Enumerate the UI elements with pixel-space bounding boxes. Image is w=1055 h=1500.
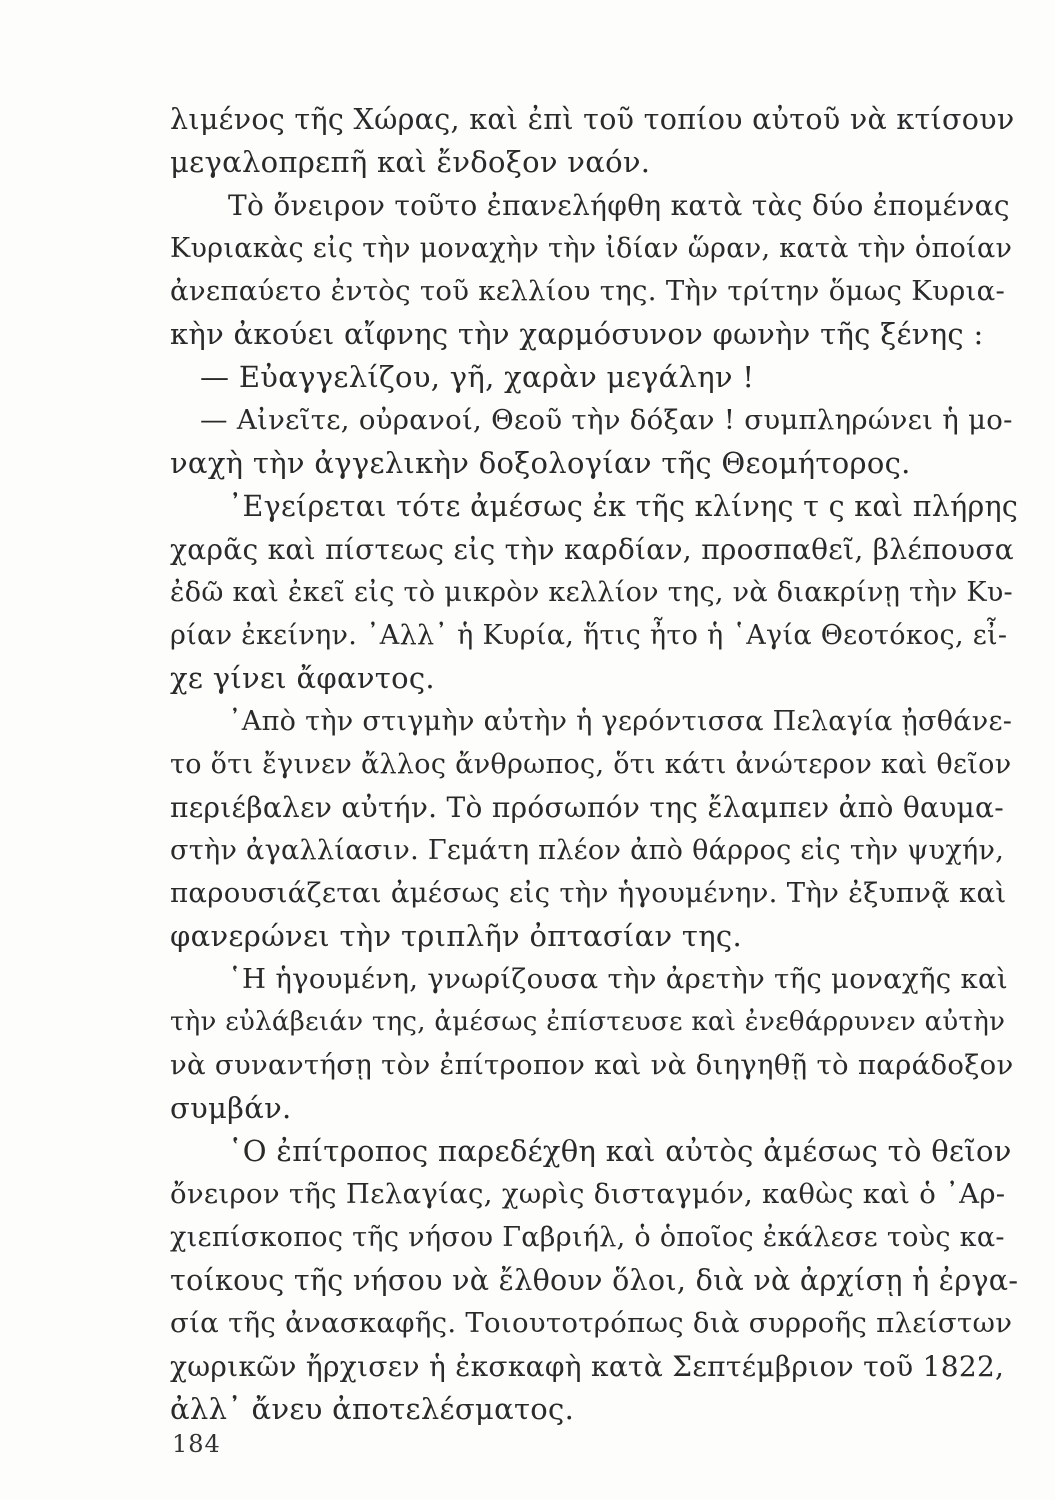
text-line: περιέβαλεν αὐτήν. Τὸ πρόσωπόν της ἔλαμπεν ἀπὸ θαυμα- xyxy=(170,791,1004,824)
text-line: ἀνεπαύετο ἐντὸς τοῦ κελλίου της. Τὴν τρίτην ὅμως Κυρια- xyxy=(170,275,1006,307)
text-line: ναχὴ τὴν ἀγγελικὴν δοξολογίαν τῆς Θεομήτορος. xyxy=(170,446,911,480)
text-line: χιεπίσκοπος τῆς νήσου Γαβριήλ, ὁ ὁποῖος ἐκάλεσε τοὺς κα- xyxy=(170,1222,1005,1253)
text-line: παρουσιάζεται ἀμέσως εἰς τὴν ἡγουμένην. Τὴν ἐξυπνᾷ καὶ xyxy=(170,877,1007,909)
text-line: τὴν εὐλάβειάν της, ἀμέσως ἐπίστευσε καὶ ἐνεθάρρυνεν αὐτὴν xyxy=(170,1007,1006,1037)
text-line: χωρικῶν ἤρχισεν ἡ ἐκσκαφὴ κατὰ Σεπτέμβριον τοῦ 1822, xyxy=(170,1350,1005,1383)
text-line: χε γίνει ἄφαντος. xyxy=(170,661,435,695)
text-line: χαρᾶς καὶ πίστεως εἰς τὴν καρδίαν, προσπαθεῖ, βλέπουσα xyxy=(170,533,1014,566)
text-line: ῾Ο ἐπίτροπος παρεδέχθη καὶ αὐτὸς ἀμέσως τὸ θεῖον xyxy=(228,1134,1012,1168)
text-line: ὄνειρον τῆς Πελαγίας, χωρὶς δισταγμόν, καθὼς καὶ ὁ ᾿Αρ- xyxy=(170,1178,1006,1210)
text-line: το ὅτι ἔγινεν ἄλλος ἄνθρωπος, ὅτι κάτι ἀνώτερον καὶ θεῖον xyxy=(170,749,1012,780)
text-line: τοίκους τῆς νήσου νὰ ἔλθουν ὅλοι, διὰ νὰ ἀρχίσῃ ἡ ἐργα- xyxy=(170,1264,1019,1297)
text-line: στὴν ἀγαλλίασιν. Γεμάτη πλέον ἀπὸ θάρρος εἰς τὴν ψυχήν, xyxy=(170,835,1005,866)
text-line: Κυριακὰς εἰς τὴν μοναχὴν τὴν ἰδίαν ὥραν, κατὰ τὴν ὁποίαν xyxy=(170,233,1013,264)
text-line: λιμένος τῆς Χώρας, καὶ ἐπὶ τοῦ τοπίου αὐτοῦ νὰ κτίσουν xyxy=(170,103,1015,136)
text-line: ῾Η ἡγουμένη, γνωρίζουσα τὴν ἀρετὴν τῆς μοναχῆς καὶ xyxy=(228,963,1008,995)
text-line: ἀλλ᾿ ἄνευ ἀποτελέσματος. xyxy=(170,1392,575,1426)
page-number: 184 xyxy=(172,1430,221,1458)
text-line: φανερώνει τὴν τριπλῆν ὀπτασίαν της. xyxy=(170,919,742,953)
body-text xyxy=(170,98,1018,1431)
text-line: ρίαν ἐκείνην. ᾿Αλλ᾿ ἡ Κυρία, ἥτις ἦτο ἡ ῾Αγία Θεοτόκος, εἶ- xyxy=(170,620,1008,651)
text-line: κὴν ἀκούει αἴφνης τὴν χαρμόσυνον φωνὴν τῆς ξένης : xyxy=(170,317,984,351)
text-line: σία τῆς ἀνασκαφῆς. Τοιουτοτρόπως διὰ συρροῆς πλείστων xyxy=(170,1307,1013,1339)
text-line: μεγαλοπρεπῆ καὶ ἔνδοξον ναόν. xyxy=(170,145,651,179)
text-line: Τὸ ὄνειρον τοῦτο ἐπανελήφθη κατὰ τὰς δύο ἐπομένας xyxy=(228,189,1010,222)
text-line: — Αἰνεῖτε, οὐρανοί, Θεοῦ τὴν δόξαν ! συμπληρώνει ἡ μο- xyxy=(200,404,1013,436)
text-line: — Εὐαγγελίζου, γῆ, χαρὰν μεγάλην ! xyxy=(200,360,755,394)
text-line: ᾿Απὸ τὴν στιγμὴν αὐτὴν ἡ γερόντισσα Πελαγία ᾐσθάνε- xyxy=(228,706,1013,737)
text-line: ἐδῶ καὶ ἐκεῖ εἰς τὸ μικρὸν κελλίον της, νὰ διακρίνῃ τὴν Κυ- xyxy=(170,577,1013,608)
text-line: συμβάν. xyxy=(170,1091,292,1125)
text-line: νὰ συναντήσῃ τὸν ἐπίτροπον καὶ νὰ διηγηθῇ τὸ παράδοξον xyxy=(170,1049,1014,1081)
text-line: ᾿Εγείρεται τότε ἀμέσως ἐκ τῆς κλίνης τ ς καὶ πλήρης xyxy=(228,490,1019,523)
